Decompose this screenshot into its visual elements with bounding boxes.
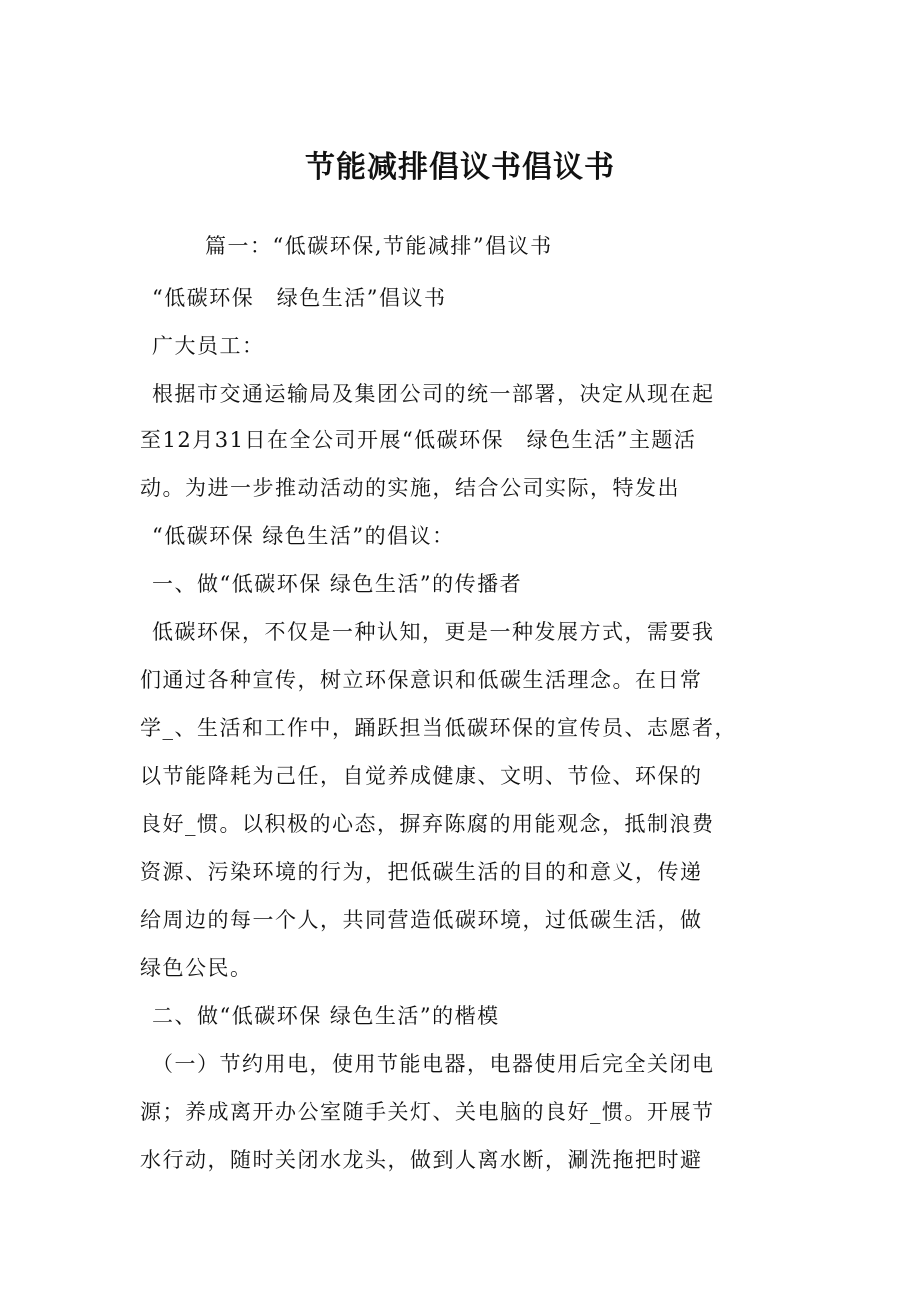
- paragraph-line-1: 篇一：“低碳环保,节能减排”倡议书: [205, 234, 553, 258]
- paragraph-line-7: “低碳环保 绿色生活”的倡议：: [152, 524, 455, 548]
- document-title: 节能减排倡议书倡议书: [305, 150, 615, 185]
- paragraph-line-16: 绿色公民。: [140, 956, 253, 980]
- paragraph-line-12: 以节能降耗为己任，自觉养成健康、文明、节俭、环保的: [140, 764, 703, 788]
- paragraph-line-19: 源；养成离开办公室随手关灯、关电脑的良好_惯。开展节: [140, 1100, 715, 1124]
- paragraph-line-11: 学_、生活和工作中，踊跃担当低碳环保的宣传员、志愿者，: [140, 716, 737, 740]
- paragraph-line-13: 良好_惯。以积极的心态，摒弃陈腐的用能观念，抵制浪费: [140, 812, 715, 836]
- paragraph-line-6: 动。为进一步推动活动的实施，结合公司实际，特发出: [140, 476, 680, 500]
- paragraph-line-4: 根据市交通运输局及集团公司的统一部署，决定从现在起: [152, 382, 715, 406]
- section-heading-1: 一、做“低碳环保 绿色生活”的传播者: [152, 572, 523, 596]
- paragraph-line-5: 至12月31日在全公司开展“低碳环保 绿色生活”主题活: [140, 428, 697, 452]
- paragraph-line-10: 们通过各种宣传，树立环保意识和低碳生活理念。在日常: [140, 668, 703, 692]
- paragraph-line-9: 低碳环保，不仅是一种认知，更是一种发展方式，需要我: [152, 620, 715, 644]
- paragraph-line-3: 广大员工：: [152, 334, 265, 358]
- paragraph-line-18: （一）节约用电，使用节能电器，电器使用后完全关闭电: [152, 1052, 715, 1076]
- paragraph-line-20: 水行动，随时关闭水龙头，做到人离水断，涮洗拖把时避: [140, 1148, 703, 1172]
- section-heading-2: 二、做“低碳环保 绿色生活”的楷模: [152, 1004, 500, 1028]
- paragraph-line-15: 给周边的每一个人，共同营造低碳环境，过低碳生活，做: [140, 908, 703, 932]
- paragraph-line-14: 资源、污染环境的行为，把低碳生活的目的和意义，传递: [140, 860, 703, 884]
- paragraph-line-2: “低碳环保 绿色生活”倡议书: [152, 286, 447, 310]
